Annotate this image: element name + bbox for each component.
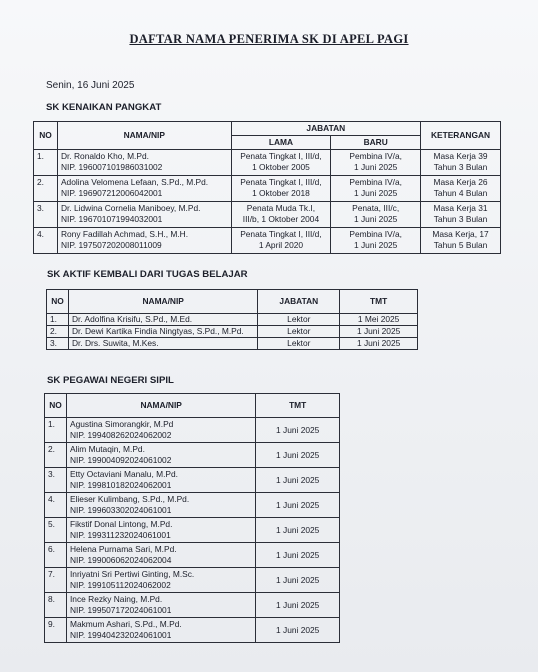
document-title: DAFTAR NAMA PENERIMA SK DI APEL PAGI bbox=[129, 32, 409, 46]
employee-nip: NIP. 199105112024062002 bbox=[69, 580, 171, 590]
header-no: NO bbox=[47, 290, 69, 314]
employee-nip: NIP. 199311232024061001 bbox=[69, 530, 171, 540]
row-number: 2. bbox=[45, 443, 67, 468]
document-date: Senin, 16 Juni 2025 bbox=[46, 80, 135, 91]
name-nip-cell bbox=[66, 568, 255, 593]
tmt-cell: 1 Juni 2025 bbox=[256, 493, 340, 518]
jabatan-lama-line1: Penata Tingkat I, III/d, bbox=[240, 229, 322, 239]
jabatan-lama-line2: 1 Oktober 2018 bbox=[252, 188, 310, 198]
section-heading-pns: SK PEGAWAI NEGERI SIPIL bbox=[47, 375, 174, 386]
row-number: 9. bbox=[45, 618, 67, 643]
table-row bbox=[45, 493, 340, 518]
jabatan-baru-line1: Pembina IV/a, bbox=[349, 151, 402, 161]
keterangan-line1: Masa Kerja 31 bbox=[433, 203, 488, 213]
section-heading-kenaikan-pangkat: SK KENAIKAN PANGKAT bbox=[46, 102, 162, 113]
jabatan-lama-cell bbox=[231, 202, 331, 228]
jabatan-lama-line2: 1 Oktober 2005 bbox=[252, 162, 310, 172]
table-row bbox=[47, 338, 418, 350]
header-jabatan: JABATAN bbox=[231, 122, 420, 136]
header-nama-nip: NAMA/NIP bbox=[66, 394, 255, 418]
header-lama: LAMA bbox=[231, 136, 331, 150]
keterangan-line1: Masa Kerja 39 bbox=[433, 151, 488, 161]
header-keterangan: KETERANGAN bbox=[421, 122, 501, 150]
keterangan-cell bbox=[421, 176, 501, 202]
table-row bbox=[45, 418, 340, 443]
table-row bbox=[45, 618, 340, 643]
employee-name: Dr. Drs. Suwita, M.Kes. bbox=[68, 338, 257, 350]
jabatan-lama-cell bbox=[231, 228, 331, 254]
row-number: 3. bbox=[47, 338, 69, 350]
name-nip-cell bbox=[57, 228, 231, 254]
employee-name: Rony Fadillah Achmad, S.H., M.H. bbox=[60, 229, 189, 239]
tmt-cell: 1 Juni 2025 bbox=[256, 468, 340, 493]
table-row bbox=[45, 593, 340, 618]
name-nip-cell bbox=[66, 443, 255, 468]
employee-nip: NIP. 199810182024062001 bbox=[69, 480, 172, 490]
employee-name: Makmum Ashari, S.Pd., M.Pd. bbox=[69, 619, 182, 629]
employee-name: Dr. Ronaldo Kho, M.Pd. bbox=[60, 151, 149, 161]
employee-nip: NIP. 196701071994032001 bbox=[60, 214, 163, 224]
section-heading-aktif-kembali: SK AKTIF KEMBALI DARI TUGAS BELAJAR bbox=[47, 269, 248, 280]
jabatan-lama-line1: Penata Tingkat I, III/d, bbox=[240, 151, 322, 161]
keterangan-line2: Tahun 3 Bulan bbox=[433, 214, 488, 224]
keterangan-cell bbox=[421, 150, 501, 176]
jabatan-baru-line1: Penata, III/c, bbox=[352, 203, 400, 213]
name-nip-cell bbox=[66, 493, 255, 518]
employee-nip: NIP. 196007101986031002 bbox=[60, 162, 163, 172]
table-row bbox=[34, 176, 501, 202]
keterangan-cell bbox=[421, 228, 501, 254]
employee-name: Etty Octaviani Manalu, M.Pd. bbox=[69, 469, 178, 479]
row-number: 1. bbox=[47, 314, 69, 326]
keterangan-cell bbox=[421, 202, 501, 228]
header-baru: BARU bbox=[331, 136, 421, 150]
jabatan-lama-cell bbox=[231, 150, 331, 176]
jabatan-cell: Lektor bbox=[258, 338, 340, 350]
row-number: 1. bbox=[45, 418, 67, 443]
table-aktif-kembali bbox=[46, 289, 418, 350]
employee-name: Fikstif Donal Lintong, M.Pd. bbox=[69, 519, 173, 529]
header-nama-nip: NAMA/NIP bbox=[68, 290, 257, 314]
row-number: 3. bbox=[34, 202, 58, 228]
jabatan-lama-line1: Penata Muda Tk.I, bbox=[246, 203, 316, 213]
header-jabatan: JABATAN bbox=[258, 290, 340, 314]
row-number: 4. bbox=[34, 228, 58, 254]
employee-nip: NIP. 199603302024061001 bbox=[69, 505, 172, 515]
jabatan-lama-cell bbox=[231, 176, 331, 202]
jabatan-baru-cell bbox=[331, 228, 421, 254]
employee-name: Inriyatni Sri Pertiwi Ginting, M.Sc. bbox=[69, 569, 195, 579]
employee-nip: NIP. 199404232024061001 bbox=[69, 630, 172, 640]
table-row bbox=[45, 518, 340, 543]
employee-nip: NIP. 197507202008011009 bbox=[60, 240, 162, 250]
table-row bbox=[45, 568, 340, 593]
table-row bbox=[47, 314, 418, 326]
employee-name: Dr. Adolfina Krisifu, S.Pd., M.Ed. bbox=[68, 314, 257, 326]
employee-name: Alim Mutaqin, M.Pd. bbox=[69, 444, 145, 454]
header-no: NO bbox=[45, 394, 67, 418]
employee-nip: NIP. 196907212006042001 bbox=[60, 188, 163, 198]
name-nip-cell bbox=[66, 618, 255, 643]
name-nip-cell bbox=[66, 418, 255, 443]
table-row bbox=[47, 326, 418, 338]
header-tmt: TMT bbox=[340, 290, 418, 314]
jabatan-baru-line1: Pembina IV/a, bbox=[349, 229, 402, 239]
name-nip-cell bbox=[66, 518, 255, 543]
row-number: 7. bbox=[45, 568, 67, 593]
tmt-cell: 1 Juni 2025 bbox=[256, 418, 340, 443]
jabatan-baru-line1: Pembina IV/a, bbox=[349, 177, 402, 187]
tmt-cell: 1 Juni 2025 bbox=[340, 326, 418, 338]
tmt-cell: 1 Juni 2025 bbox=[256, 543, 340, 568]
jabatan-baru-line2: 1 Juni 2025 bbox=[354, 188, 398, 198]
jabatan-lama-line2: 1 April 2020 bbox=[258, 240, 304, 250]
jabatan-lama-line2: III/b, 1 Oktober 2004 bbox=[242, 214, 320, 224]
jabatan-baru-line2: 1 Juni 2025 bbox=[354, 162, 398, 172]
row-number: 8. bbox=[45, 593, 67, 618]
employee-name: Helena Purnama Sari, M.Pd. bbox=[69, 544, 177, 554]
employee-nip: NIP. 199006062024062004 bbox=[69, 555, 172, 565]
table-row bbox=[45, 443, 340, 468]
row-number: 2. bbox=[34, 176, 58, 202]
tmt-cell: 1 Juni 2025 bbox=[256, 568, 340, 593]
table-row bbox=[34, 228, 501, 254]
tmt-cell: 1 Juni 2025 bbox=[256, 518, 340, 543]
employee-name: Ince Rezky Naing, M.Pd. bbox=[69, 594, 163, 604]
employee-name: Agustina Simorangkir, M.Pd bbox=[69, 419, 174, 429]
row-number: 2. bbox=[47, 326, 69, 338]
table-pns bbox=[44, 393, 340, 643]
keterangan-line1: Masa Kerja 26 bbox=[433, 177, 488, 187]
jabatan-baru-line2: 1 Juni 2025 bbox=[354, 240, 398, 250]
table-row bbox=[34, 202, 501, 228]
jabatan-baru-line2: 1 Juni 2025 bbox=[354, 214, 398, 224]
employee-name: Dr. Dewi Kartika Findia Ningtyas, S.Pd., M.Pd. bbox=[68, 326, 257, 338]
jabatan-baru-cell bbox=[331, 202, 421, 228]
name-nip-cell bbox=[57, 150, 231, 176]
jabatan-baru-cell bbox=[331, 150, 421, 176]
jabatan-cell: Lektor bbox=[258, 326, 340, 338]
name-nip-cell bbox=[66, 593, 255, 618]
keterangan-line1: Masa Kerja, 17 bbox=[432, 229, 489, 239]
table-row bbox=[45, 468, 340, 493]
table-row bbox=[34, 150, 501, 176]
tmt-cell: 1 Juni 2025 bbox=[256, 443, 340, 468]
employee-name: Dr. Lidwina Cornelia Maniboey, M.Pd. bbox=[60, 203, 201, 213]
employee-name: Adolina Velomena Lefaan, S.Pd., M.Pd. bbox=[60, 177, 209, 187]
name-nip-cell bbox=[57, 202, 231, 228]
employee-nip: NIP. 199004092024061002 bbox=[69, 455, 172, 465]
jabatan-cell: Lektor bbox=[258, 314, 340, 326]
jabatan-baru-cell bbox=[331, 176, 421, 202]
name-nip-cell bbox=[66, 468, 255, 493]
header-nama-nip: NAMA/NIP bbox=[57, 122, 231, 150]
row-number: 5. bbox=[45, 518, 67, 543]
keterangan-line2: Tahun 5 Bulan bbox=[433, 240, 488, 250]
tmt-cell: 1 Mei 2025 bbox=[340, 314, 418, 326]
row-number: 6. bbox=[45, 543, 67, 568]
tmt-cell: 1 Juni 2025 bbox=[256, 593, 340, 618]
jabatan-lama-line1: Penata Tingkat I, III/d, bbox=[240, 177, 322, 187]
keterangan-line2: Tahun 3 Bulan bbox=[433, 162, 488, 172]
row-number: 1. bbox=[34, 150, 58, 176]
row-number: 4. bbox=[45, 493, 67, 518]
row-number: 3. bbox=[45, 468, 67, 493]
table-row bbox=[45, 543, 340, 568]
keterangan-line2: Tahun 4 Bulan bbox=[433, 188, 488, 198]
header-tmt: TMT bbox=[256, 394, 340, 418]
header-no: NO bbox=[34, 122, 58, 150]
name-nip-cell bbox=[57, 176, 231, 202]
tmt-cell: 1 Juni 2025 bbox=[256, 618, 340, 643]
tmt-cell: 1 Juni 2025 bbox=[340, 338, 418, 350]
employee-name: Elieser Kulimbang, S.Pd., M.Pd. bbox=[69, 494, 190, 504]
table-kenaikan-pangkat bbox=[33, 121, 501, 254]
employee-nip: NIP. 199408262024062002 bbox=[69, 430, 172, 440]
name-nip-cell bbox=[66, 543, 255, 568]
employee-nip: NIP. 199507172024061001 bbox=[69, 605, 172, 615]
